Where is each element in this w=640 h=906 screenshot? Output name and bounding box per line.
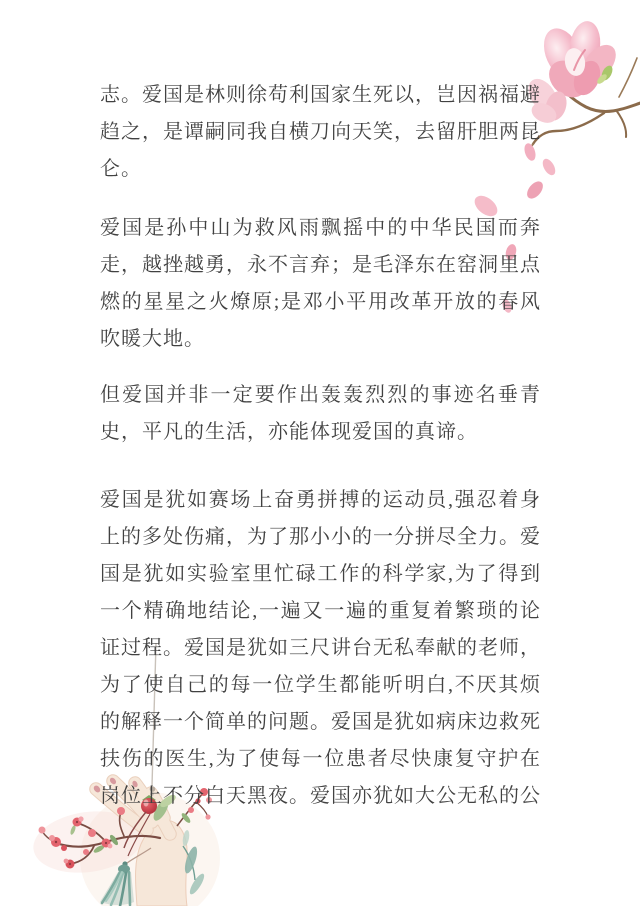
text-line: 爱国是孙中山为救风雨飘摇中的中华民国而奔 [100,217,540,239]
magnolia-branch-illustration [522,19,640,162]
text-line: 燃的星星之火燎原;是邓小平用改革开放的春风 [100,291,540,313]
paragraph [100,482,540,815]
text-line: 一个精确地结论,一遍又一遍的重复着繁琐的论 [100,600,540,622]
text-line: 上的多处伤痛，为了那小小的一分拼尽全力。爱 [100,526,540,548]
petal-icon [540,157,558,178]
text-line: 岗位上不分白天黑夜。爱国亦犹如大公无私的公 [100,785,540,807]
text-line: 志。爱国是林则徐苟利国家生死以，岂因祸福避 [100,84,540,106]
text-line: 趋之，是谭嗣同我自横刀向天笑，去留肝胆两昆 [100,121,540,143]
text-line: 吹暖大地。 [100,328,205,350]
text-line: 史，平凡的生活，亦能体现爱国的真谛。 [100,421,478,443]
essay-body [100,77,540,815]
paragraph [100,77,540,188]
text-line: 证过程。爱国是犹如三尺讲台无私奉献的老师， [100,637,540,659]
text-line: 爱国是犹如赛场上奋勇拼搏的运动员,强忍着身 [100,489,540,511]
text-line: 为了使自己的每一位学生都能听明白,不厌其烦 [100,674,540,696]
text-line: 扶伤的医生,为了使每一位患者尽快康复守护在 [100,748,540,770]
paragraph [100,377,540,451]
paragraph [100,210,540,358]
text-line: 国是犹如实验室里忙碌工作的科学家,为了得到 [100,563,540,585]
text-line: 但爱国并非一定要作出轰轰烈烈的事迹名垂青 [100,384,540,406]
text-line: 仑。 [100,158,142,180]
text-line: 走，越挫越勇，永不言弃；是毛泽东在窑洞里点 [100,254,540,276]
text-line: 的解释一个简单的问题。爱国是犹如病床边救死 [100,711,540,733]
